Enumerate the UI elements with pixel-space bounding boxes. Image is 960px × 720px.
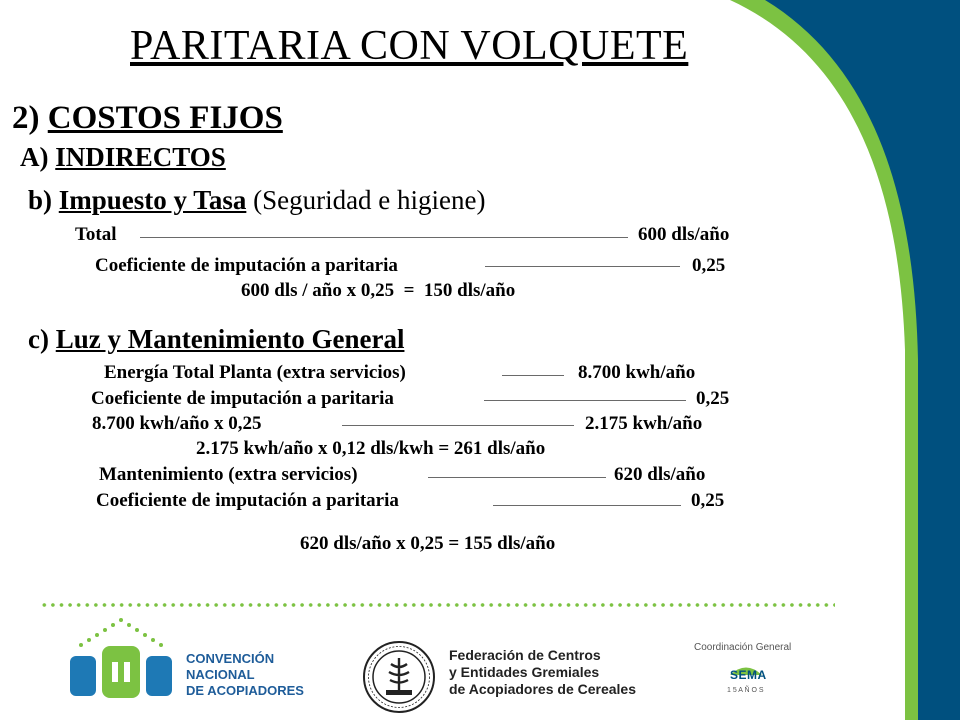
section-number: 2) xyxy=(12,100,40,136)
item-b-label: Impuesto y Tasa xyxy=(58,185,247,215)
item-c-row-value: 620 dls/año xyxy=(614,464,706,485)
section-heading xyxy=(12,100,283,137)
logo2-line: de Acopiadores de Cereales xyxy=(449,681,637,697)
item-c-row-label: Coeficiente de imputación a paritaria xyxy=(96,490,399,511)
logo1-line: CONVENCIÓN xyxy=(186,651,275,666)
item-b-note: (Seguridad e higiene) xyxy=(253,185,486,215)
page-title: PARITARIA CON VOLQUETE xyxy=(130,23,689,69)
item-c-row-label: Energía Total Planta (extra servicios) xyxy=(104,362,406,383)
item-b-row-label: Total xyxy=(75,224,117,245)
logo2-line: y Entidades Gremiales xyxy=(449,664,600,680)
item-c-row-value: 8.700 kwh/año xyxy=(578,362,696,383)
leader-line xyxy=(140,237,628,238)
leader-line xyxy=(502,375,564,376)
federation-seal-icon xyxy=(362,640,436,714)
logo2-line: Federación de Centros xyxy=(449,647,601,663)
leader-line xyxy=(485,266,680,267)
leader-line xyxy=(342,425,574,426)
item-b-row-value: 600 dls/año xyxy=(638,224,730,245)
sema-brand: SEMA xyxy=(730,668,767,682)
dotted-divider xyxy=(40,603,835,607)
leader-line xyxy=(428,477,606,478)
item-b-result: 600 dls / año x 0,25 = 150 dls/año xyxy=(241,280,516,301)
subsection-heading xyxy=(20,142,226,173)
item-b-row-value: 0,25 xyxy=(692,255,726,276)
subsection-letter: A) xyxy=(20,142,49,172)
item-c-row-label: Mantenimiento (extra servicios) xyxy=(99,464,358,485)
item-c-row-label: 8.700 kwh/año x 0,25 xyxy=(92,413,262,434)
leader-line xyxy=(493,505,681,506)
item-b-heading xyxy=(28,185,486,216)
item-b-row-label: Coeficiente de imputación a paritaria xyxy=(95,255,398,276)
subsection-label: INDIRECTOS xyxy=(55,142,226,172)
item-c-row-value: 2.175 kwh/año xyxy=(585,413,703,434)
item-c-heading xyxy=(28,324,404,355)
item-c-row-value: 0,25 xyxy=(691,490,725,511)
item-c-row-label: Coeficiente de imputación a paritaria xyxy=(91,388,394,409)
item-c-label: Luz y Mantenimiento General xyxy=(55,324,405,354)
item-c-calc: 2.175 kwh/año x 0,12 dls/kwh = 261 dls/año xyxy=(196,438,546,459)
section-label: COSTOS FIJOS xyxy=(47,100,283,136)
item-c-row-value: 0,25 xyxy=(696,388,730,409)
item-c-letter: c) xyxy=(28,324,49,354)
silo-logo-icon xyxy=(66,616,176,702)
logo1-line: NACIONAL xyxy=(186,667,255,682)
coordination-heading: Coordinación General xyxy=(694,642,792,653)
logo1-line: DE ACOPIADORES xyxy=(186,683,304,698)
sema-years: 1 5 A Ñ O S xyxy=(727,687,764,694)
item-b-letter: b) xyxy=(28,185,53,215)
item-c-result: 620 dls/año x 0,25 = 155 dls/año xyxy=(300,533,556,554)
leader-line xyxy=(484,400,686,401)
